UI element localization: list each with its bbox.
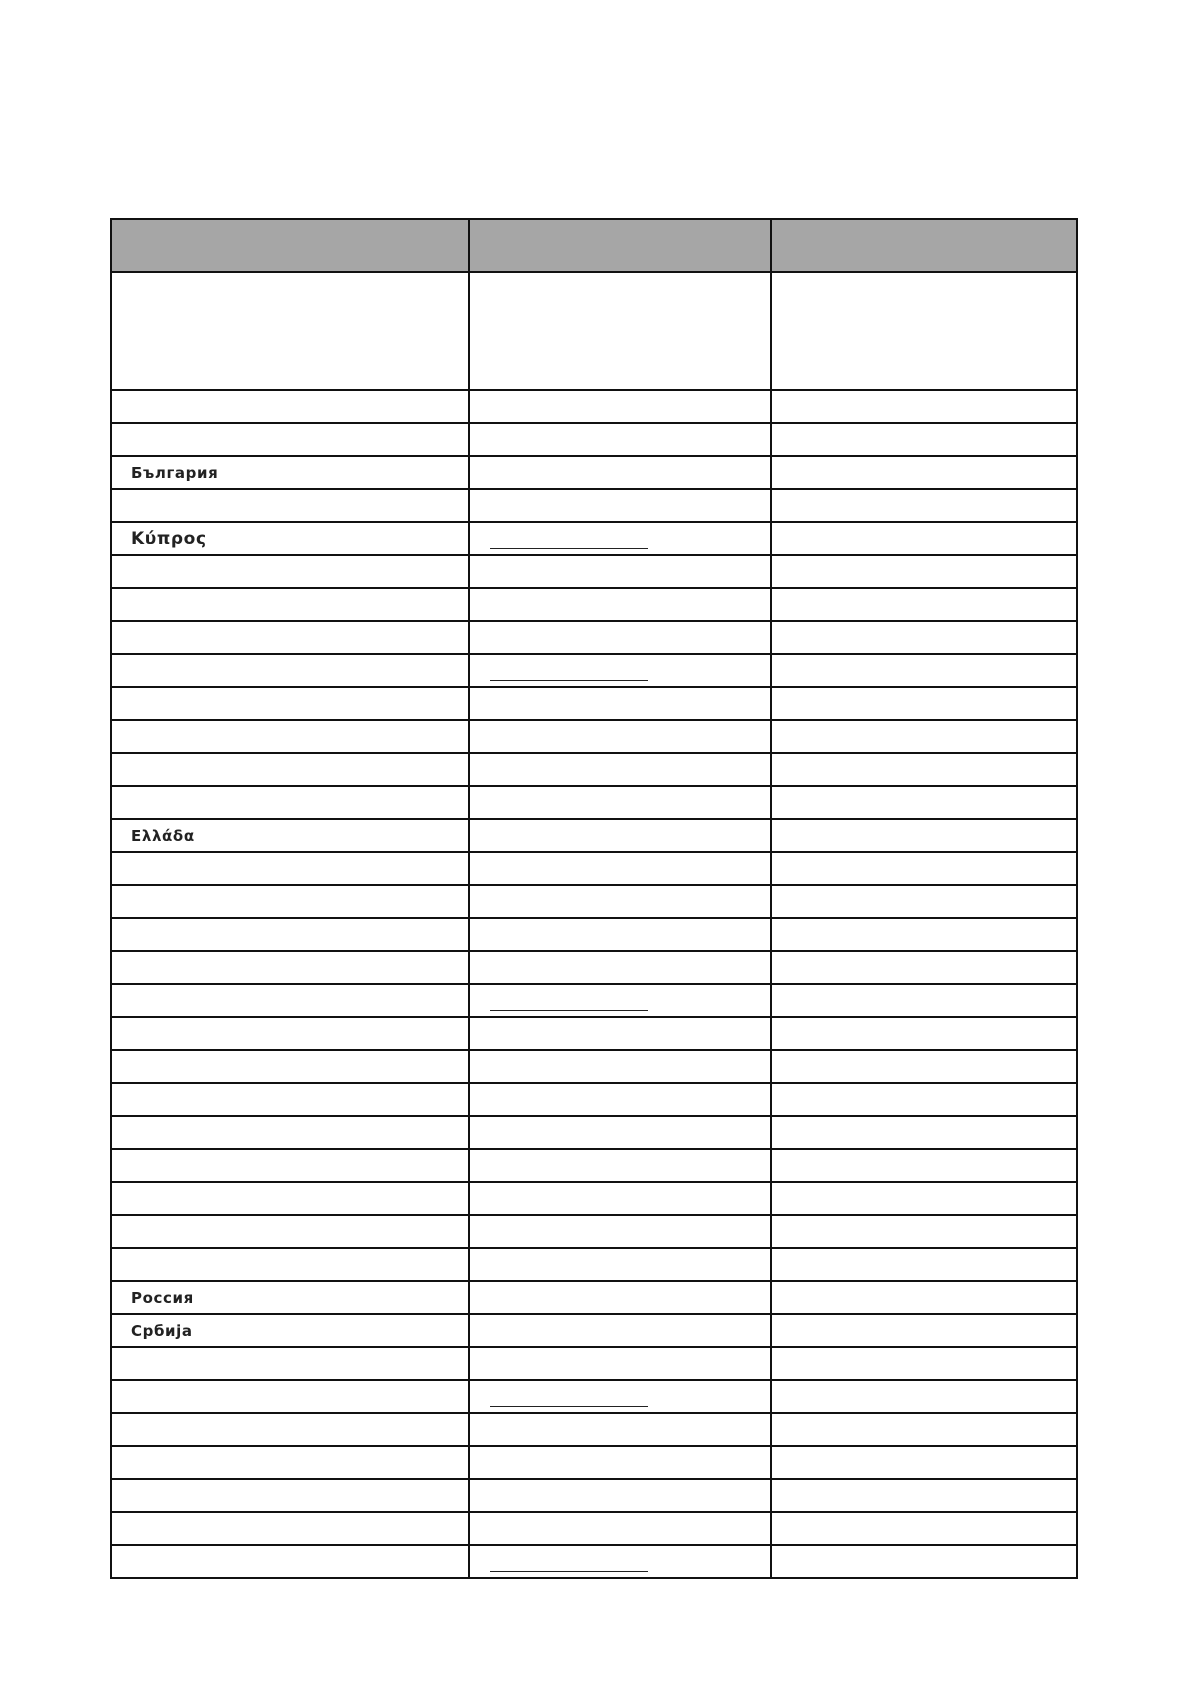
country-cell xyxy=(111,1248,469,1281)
info-cell xyxy=(771,272,1077,390)
country-cell xyxy=(111,753,469,786)
header-cell-2 xyxy=(469,219,771,272)
info-cell xyxy=(771,1314,1077,1347)
info-cell xyxy=(771,786,1077,819)
contact-cell xyxy=(469,1050,771,1083)
country-cell xyxy=(111,984,469,1017)
contact-cell xyxy=(469,687,771,720)
info-cell xyxy=(771,720,1077,753)
table-row xyxy=(111,918,1077,951)
country-cell xyxy=(111,852,469,885)
info-cell xyxy=(771,390,1077,423)
country-cell xyxy=(111,1149,469,1182)
contact-cell xyxy=(469,272,771,390)
info-cell xyxy=(771,1281,1077,1314)
country-cell xyxy=(111,390,469,423)
table-row xyxy=(111,621,1077,654)
country-cell xyxy=(111,786,469,819)
contact-cell xyxy=(469,951,771,984)
country-cell xyxy=(111,1182,469,1215)
info-cell xyxy=(771,819,1077,852)
info-cell xyxy=(771,555,1077,588)
country-name xyxy=(112,926,131,944)
contact-cell xyxy=(469,1215,771,1248)
contact-cell xyxy=(469,1149,771,1182)
info-cell xyxy=(771,1050,1077,1083)
contact-cell xyxy=(469,390,771,423)
country-cell xyxy=(111,654,469,687)
country-cell xyxy=(111,1083,469,1116)
country-name xyxy=(112,1058,131,1076)
table-row xyxy=(111,272,1077,390)
link-underline xyxy=(490,680,648,681)
country-name xyxy=(112,1190,131,1208)
country-name xyxy=(112,323,131,341)
country-cell xyxy=(111,1413,469,1446)
info-cell xyxy=(771,1182,1077,1215)
table-row xyxy=(111,1116,1077,1149)
table-row xyxy=(111,885,1077,918)
country-name: Россия xyxy=(131,1289,194,1307)
table-row xyxy=(111,1314,1077,1347)
table-row xyxy=(111,489,1077,522)
info-cell xyxy=(771,1248,1077,1281)
contact-cell xyxy=(469,984,771,1017)
table-row xyxy=(111,1149,1077,1182)
header-cell-country xyxy=(111,219,469,272)
table-row xyxy=(111,687,1077,720)
contact-cell xyxy=(469,1545,771,1578)
info-cell xyxy=(771,489,1077,522)
contact-cell xyxy=(469,1512,771,1545)
contact-cell xyxy=(469,852,771,885)
country-name xyxy=(112,1454,131,1472)
info-cell xyxy=(771,753,1077,786)
table-row xyxy=(111,423,1077,456)
table-row xyxy=(111,1479,1077,1512)
contact-cell xyxy=(469,1281,771,1314)
info-cell xyxy=(771,687,1077,720)
table-row xyxy=(111,1017,1077,1050)
country-cell xyxy=(111,1545,469,1578)
country-cell xyxy=(111,1281,469,1314)
country-name xyxy=(112,1520,131,1538)
info-cell xyxy=(771,852,1077,885)
contact-cell xyxy=(469,1182,771,1215)
country-contact-table xyxy=(110,218,1078,1579)
country-cell xyxy=(111,272,469,390)
contact-cell xyxy=(469,786,771,819)
country-name: Ελλάδα xyxy=(131,827,195,845)
country-cell xyxy=(111,720,469,753)
contact-cell xyxy=(469,456,771,489)
info-cell xyxy=(771,1479,1077,1512)
contact-cell xyxy=(469,654,771,687)
info-cell xyxy=(771,951,1077,984)
contact-cell xyxy=(469,720,771,753)
country-name xyxy=(112,1025,131,1043)
contact-cell xyxy=(469,1083,771,1116)
info-cell xyxy=(771,984,1077,1017)
info-cell xyxy=(771,588,1077,621)
table-row xyxy=(111,951,1077,984)
info-cell xyxy=(771,1347,1077,1380)
table-row xyxy=(111,1248,1077,1281)
link-underline xyxy=(490,1406,648,1407)
table-row xyxy=(111,1050,1077,1083)
table-row xyxy=(111,1083,1077,1116)
link-underline xyxy=(490,1571,648,1572)
table-row xyxy=(111,720,1077,753)
table-row xyxy=(111,1545,1077,1578)
country-cell xyxy=(111,1380,469,1413)
country-name xyxy=(112,1256,131,1274)
table-row xyxy=(111,1281,1077,1314)
table-row xyxy=(111,1446,1077,1479)
contact-cell xyxy=(469,753,771,786)
contact-cell xyxy=(469,423,771,456)
contact-cell xyxy=(469,1314,771,1347)
contact-cell xyxy=(469,1413,771,1446)
table-body xyxy=(111,272,1077,1578)
contact-cell xyxy=(469,819,771,852)
table-row xyxy=(111,1215,1077,1248)
contact-cell xyxy=(469,489,771,522)
country-cell xyxy=(111,1017,469,1050)
country-cell xyxy=(111,1314,469,1347)
country-cell xyxy=(111,1446,469,1479)
info-cell xyxy=(771,1215,1077,1248)
info-cell xyxy=(771,1446,1077,1479)
table-row xyxy=(111,522,1077,555)
country-cell xyxy=(111,621,469,654)
contact-cell xyxy=(469,1017,771,1050)
country-cell xyxy=(111,1347,469,1380)
info-cell xyxy=(771,1413,1077,1446)
table-row xyxy=(111,588,1077,621)
country-name xyxy=(112,1487,131,1505)
table-row xyxy=(111,819,1077,852)
table-row xyxy=(111,1380,1077,1413)
contact-cell xyxy=(469,621,771,654)
table-row xyxy=(111,852,1077,885)
country-name xyxy=(112,1157,131,1175)
info-cell xyxy=(771,1512,1077,1545)
table-row xyxy=(111,654,1077,687)
country-name xyxy=(112,596,131,614)
info-cell xyxy=(771,423,1077,456)
country-cell xyxy=(111,819,469,852)
contact-cell xyxy=(469,1380,771,1413)
country-cell xyxy=(111,588,469,621)
country-name xyxy=(112,398,131,416)
table-header-row xyxy=(111,219,1077,272)
country-name xyxy=(112,728,131,746)
country-cell xyxy=(111,951,469,984)
country-name xyxy=(112,695,131,713)
info-cell xyxy=(771,456,1077,489)
info-cell xyxy=(771,654,1077,687)
country-cell xyxy=(111,1512,469,1545)
info-cell xyxy=(771,1545,1077,1578)
contact-cell xyxy=(469,885,771,918)
country-name xyxy=(112,959,131,977)
info-cell xyxy=(771,1149,1077,1182)
country-name: Србија xyxy=(131,1322,193,1340)
country-name xyxy=(112,1124,131,1142)
country-name xyxy=(112,761,131,779)
country-name: България xyxy=(131,464,219,482)
table-row xyxy=(111,1413,1077,1446)
link-underline xyxy=(490,1010,648,1011)
contact-cell xyxy=(469,1446,771,1479)
country-name xyxy=(112,893,131,911)
country-name xyxy=(112,794,131,812)
country-cell xyxy=(111,1479,469,1512)
country-cell xyxy=(111,489,469,522)
country-cell xyxy=(111,423,469,456)
contact-cell xyxy=(469,1116,771,1149)
contact-cell xyxy=(469,918,771,951)
table-row xyxy=(111,390,1077,423)
info-cell xyxy=(771,885,1077,918)
country-name xyxy=(112,860,131,878)
country-cell xyxy=(111,555,469,588)
table-row xyxy=(111,753,1077,786)
country-name xyxy=(112,629,131,647)
table-row xyxy=(111,1182,1077,1215)
link-underline xyxy=(490,548,648,549)
table-row xyxy=(111,786,1077,819)
table-row xyxy=(111,555,1077,588)
country-name xyxy=(112,497,131,515)
country-name xyxy=(112,1553,131,1571)
country-name xyxy=(112,992,131,1010)
country-name xyxy=(112,1091,131,1109)
info-cell xyxy=(771,1083,1077,1116)
info-cell xyxy=(771,522,1077,555)
table-row xyxy=(111,1347,1077,1380)
country-cell xyxy=(111,1116,469,1149)
info-cell xyxy=(771,1380,1077,1413)
contact-cell xyxy=(469,1479,771,1512)
info-cell xyxy=(771,918,1077,951)
table-row xyxy=(111,984,1077,1017)
country-cell xyxy=(111,522,469,555)
country-cell xyxy=(111,1050,469,1083)
country-name xyxy=(112,1421,131,1439)
country-cell xyxy=(111,456,469,489)
contact-cell xyxy=(469,522,771,555)
country-name xyxy=(112,1355,131,1373)
country-name xyxy=(112,431,131,449)
info-cell xyxy=(771,621,1077,654)
country-cell xyxy=(111,885,469,918)
table-row xyxy=(111,1512,1077,1545)
country-cell xyxy=(111,1215,469,1248)
table-row xyxy=(111,456,1077,489)
contact-cell xyxy=(469,555,771,588)
country-name xyxy=(112,563,131,581)
info-cell xyxy=(771,1116,1077,1149)
info-cell xyxy=(771,1017,1077,1050)
country-name xyxy=(112,1223,131,1241)
contact-cell xyxy=(469,1347,771,1380)
country-cell xyxy=(111,918,469,951)
country-name xyxy=(112,1388,131,1406)
header-cell-3 xyxy=(771,219,1077,272)
contact-cell xyxy=(469,588,771,621)
contact-cell xyxy=(469,1248,771,1281)
country-cell xyxy=(111,687,469,720)
country-name xyxy=(112,662,131,680)
country-name: Κύπρος xyxy=(131,528,207,549)
